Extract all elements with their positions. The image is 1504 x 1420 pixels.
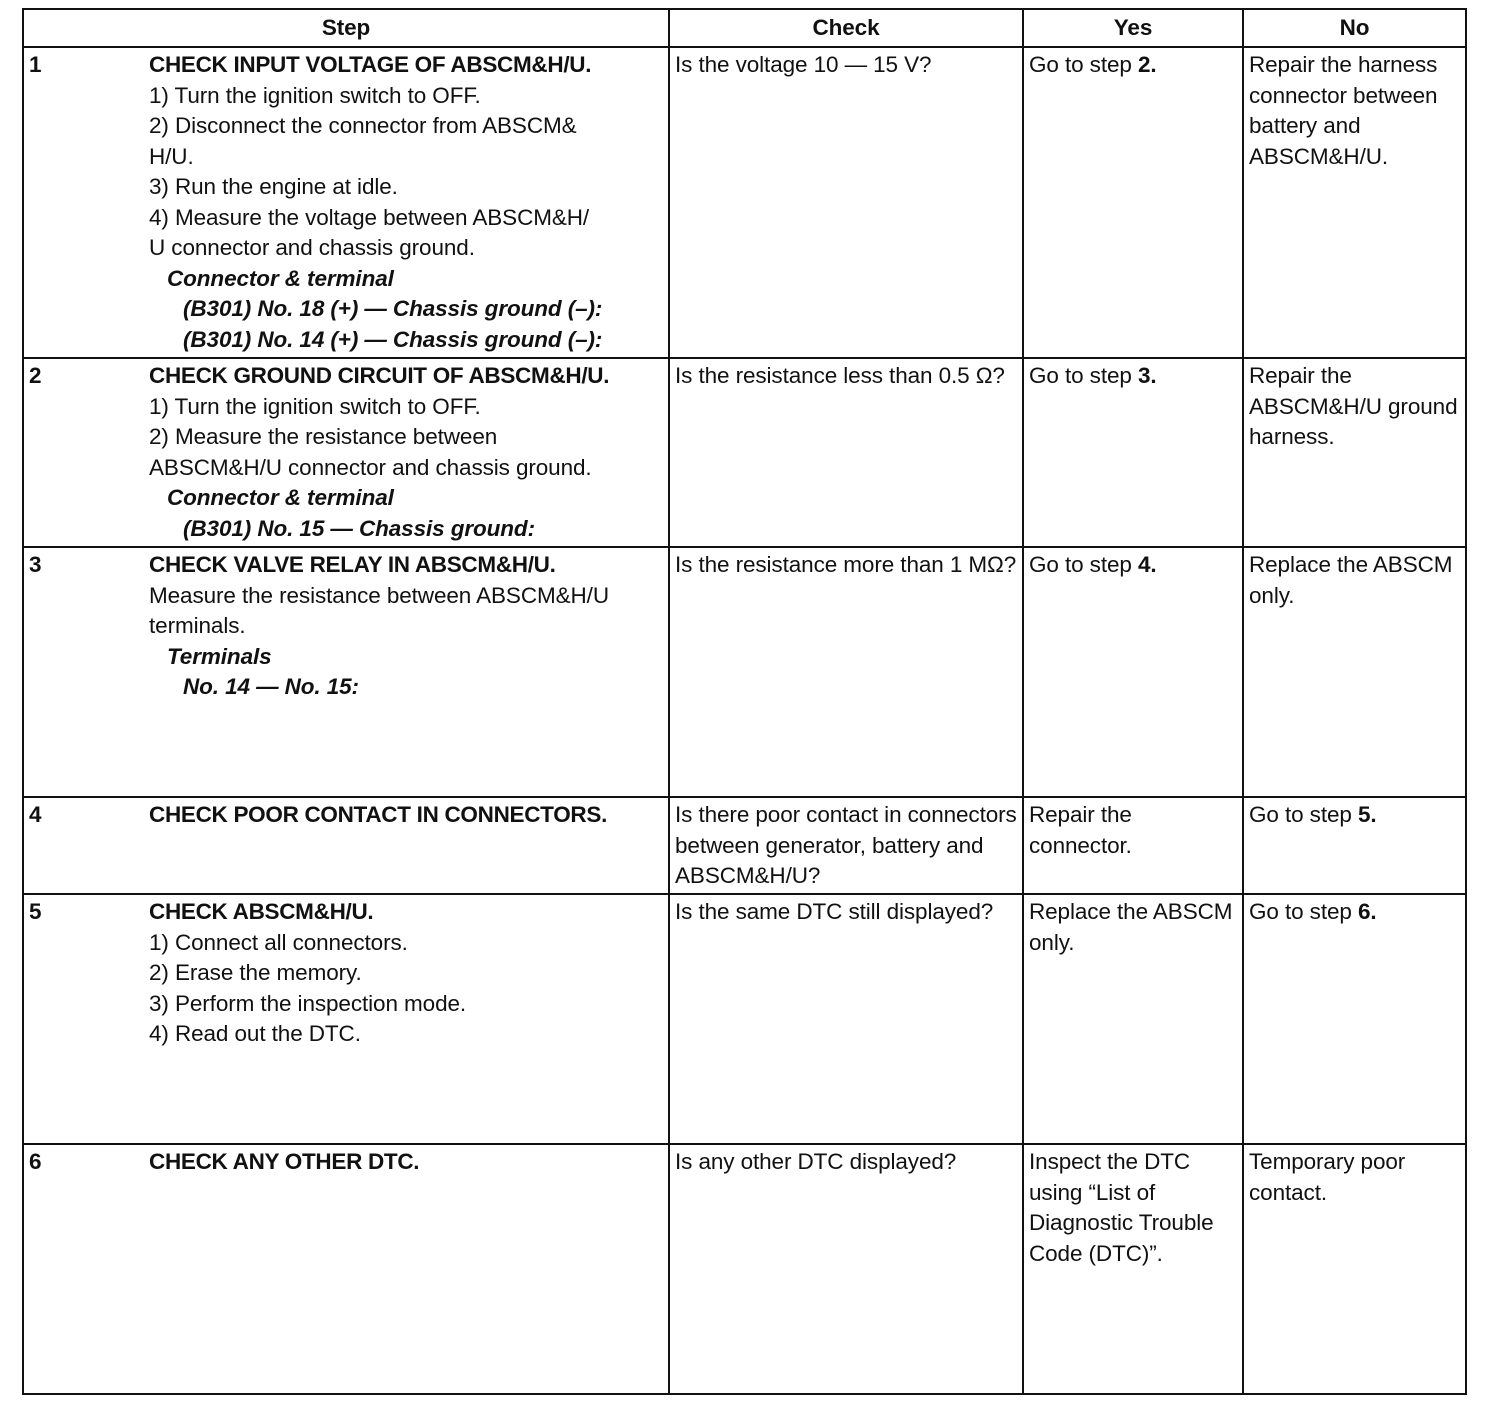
yes-cell [1023, 47, 1243, 358]
no-cell: Repair the harness connector between battery and ABSCM&H/U. [1243, 47, 1466, 358]
step-line: U connector and chassis ground. [149, 235, 475, 260]
step-line: 4) Read out the DTC. [149, 1021, 361, 1046]
step-number: 1 [29, 52, 42, 77]
header-step: Step [23, 9, 669, 47]
spec-value: (B301) No. 15 — Chassis ground: [183, 515, 535, 541]
no-cell: Temporary poor contact. [1243, 1144, 1466, 1394]
step-line: 1) Connect all connectors. [149, 929, 408, 955]
header-row [23, 9, 1466, 47]
step-title: CHECK ANY OTHER DTC. [149, 1149, 420, 1174]
step-line: 2) Disconnect the connector from ABSCM& [149, 113, 577, 138]
no-step-number: 6. [1357, 899, 1377, 924]
spec-value: No. 14 — No. 15: [183, 674, 359, 699]
step-line: terminals. [149, 613, 246, 638]
header-yes: Yes [1023, 9, 1243, 47]
header-check: Check [669, 9, 1023, 47]
no-cell [1243, 894, 1466, 1144]
spec-label: Connector & terminal [167, 265, 394, 291]
no-text: Go to step [1249, 802, 1358, 827]
step-line: H/U. [149, 143, 194, 169]
check-cell: Is there poor contact in connectors between generator, battery and ABSCM&H/U? [669, 797, 1023, 894]
step-line: ABSCM&H/U connector and chassis ground. [149, 454, 592, 480]
check-cell: Is the voltage 10 — 15 V? [669, 47, 1023, 358]
yes-cell: Inspect the DTC using “List of Diagnostic Trouble Code (DTC)”. [1023, 1144, 1243, 1394]
table-row [23, 894, 1466, 1144]
step-number: 2 [29, 363, 42, 388]
no-text: Go to step [1249, 899, 1358, 924]
step-title: CHECK VALVE RELAY IN ABSCM&H/U. [149, 552, 556, 577]
step-line: 2) Erase the memory. [149, 960, 362, 985]
diagnostic-table [22, 8, 1467, 1395]
step-number: 3 [29, 552, 42, 577]
spec-value: (B301) No. 14 (+) — Chassis ground (–): [183, 326, 603, 352]
table-row [23, 1144, 1466, 1394]
yes-cell [1023, 547, 1243, 797]
yes-text: Go to step [1029, 363, 1138, 388]
spec-label: Terminals [167, 643, 272, 669]
step-number: 4 [29, 802, 42, 827]
check-cell: Is any other DTC displayed? [669, 1144, 1023, 1394]
yes-step-number: 2. [1137, 52, 1157, 77]
step-cell [23, 894, 669, 1144]
header-no: No [1243, 9, 1466, 47]
yes-text: Go to step [1029, 52, 1138, 77]
check-cell: Is the resistance more than 1 MΩ? [669, 547, 1023, 797]
step-number: 6 [29, 1149, 42, 1174]
check-cell: Is the resistance less than 0.5 Ω? [669, 358, 1023, 547]
step-number: 5 [29, 899, 42, 924]
no-cell: Repair the ABSCM&H/U ground harness. [1243, 358, 1466, 547]
table-row [23, 358, 1466, 547]
spec-value: (B301) No. 18 (+) — Chassis ground (–): [183, 296, 603, 321]
no-cell: Replace the ABSCM only. [1243, 547, 1466, 797]
yes-cell: Repair the connector. [1023, 797, 1243, 894]
table-row [23, 547, 1466, 797]
step-cell [23, 547, 669, 797]
step-cell [23, 797, 669, 894]
no-cell [1243, 797, 1466, 894]
yes-step-number: 3. [1137, 363, 1157, 388]
yes-cell: Replace the ABSCM only. [1023, 894, 1243, 1144]
step-line: Measure the resistance between ABSCM&H/U [149, 582, 609, 608]
step-line: 4) Measure the voltage between ABSCM&H/ [149, 204, 590, 230]
step-title: CHECK INPUT VOLTAGE OF ABSCM&H/U. [149, 52, 592, 77]
step-line: 2) Measure the resistance between [149, 424, 498, 449]
yes-text: Go to step [1029, 552, 1138, 577]
step-cell [23, 1144, 669, 1394]
table-row [23, 797, 1466, 894]
spec-label: Connector & terminal [167, 485, 394, 510]
no-step-number: 5. [1357, 802, 1377, 827]
step-line: 3) Perform the inspection mode. [149, 990, 467, 1016]
yes-step-number: 4. [1137, 552, 1157, 577]
yes-cell [1023, 358, 1243, 547]
step-cell [23, 47, 669, 358]
check-cell: Is the same DTC still displayed? [669, 894, 1023, 1144]
step-line: 1) Turn the ignition switch to OFF. [149, 393, 481, 419]
step-cell [23, 358, 669, 547]
step-line: 3) Run the engine at idle. [149, 174, 398, 199]
step-title: CHECK POOR CONTACT IN CONNECTORS. [149, 802, 608, 827]
step-line: 1) Turn the ignition switch to OFF. [149, 82, 481, 108]
step-title: CHECK ABSCM&H/U. [149, 899, 374, 924]
table-row [23, 47, 1466, 358]
step-title: CHECK GROUND CIRCUIT OF ABSCM&H/U. [149, 363, 610, 388]
